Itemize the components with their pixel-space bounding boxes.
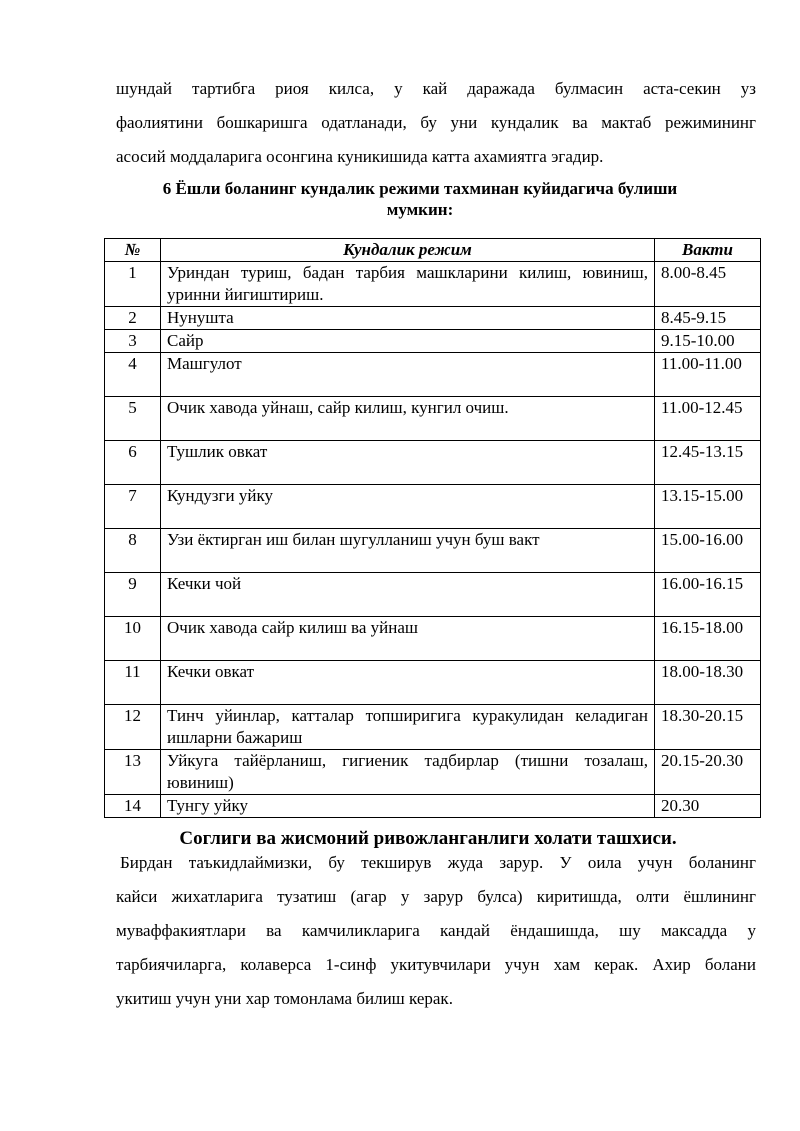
table-header-row xyxy=(105,239,761,262)
header-number: № xyxy=(105,239,161,262)
row-time: 11.00-12.45 xyxy=(655,397,761,441)
closing-line-2: кайси жихатларига тузатиш (агар у зарур булса) киритишда, олти ёшлининг xyxy=(116,887,756,906)
row-time: 16.00-16.15 xyxy=(655,573,761,617)
table-row xyxy=(105,705,761,750)
row-activity: Кечки овкат xyxy=(161,661,655,705)
row-activity: Уриндан туриш, бадан тарбия машкларини килиш, ювиниш, уринни йигиштириш. xyxy=(161,262,655,307)
row-time: 16.15-18.00 xyxy=(655,617,761,661)
table-row xyxy=(105,397,761,441)
row-time: 15.00-16.00 xyxy=(655,529,761,573)
row-number: 1 xyxy=(105,262,161,307)
row-activity: Тушлик овкат xyxy=(161,441,655,485)
row-number: 8 xyxy=(105,529,161,573)
row-activity: Сайр xyxy=(161,330,655,353)
daily-schedule-table xyxy=(104,238,761,818)
header-activity: Кундалик режим xyxy=(161,239,655,262)
row-time: 9.15-10.00 xyxy=(655,330,761,353)
row-number: 13 xyxy=(105,750,161,795)
header-time: Вакти xyxy=(655,239,761,262)
row-number: 14 xyxy=(105,795,161,818)
row-number: 4 xyxy=(105,353,161,397)
row-number: 3 xyxy=(105,330,161,353)
row-number: 6 xyxy=(105,441,161,485)
table-row xyxy=(105,485,761,529)
row-time: 13.15-15.00 xyxy=(655,485,761,529)
row-number: 9 xyxy=(105,573,161,617)
closing-line-4: тарбиячиларга, колаверса 1-синф укитувчилари учун хам керак. Ахир болани xyxy=(116,955,756,974)
row-number: 2 xyxy=(105,307,161,330)
table-row xyxy=(105,307,761,330)
row-time: 20.15-20.30 xyxy=(655,750,761,795)
intro-line-1: шундай тартибга риоя килса, у кай даражада булмасин аста-секин уз xyxy=(116,79,756,98)
row-activity: Очик хавода уйнаш, сайр килиш, кунгил очиш. xyxy=(161,397,655,441)
row-number: 11 xyxy=(105,661,161,705)
table-row xyxy=(105,750,761,795)
table-row xyxy=(105,262,761,307)
row-number: 10 xyxy=(105,617,161,661)
table-row xyxy=(105,573,761,617)
row-number: 7 xyxy=(105,485,161,529)
row-time: 18.30-20.15 xyxy=(655,705,761,750)
row-activity: Машгулот xyxy=(161,353,655,397)
row-time: 8.00-8.45 xyxy=(655,262,761,307)
row-number: 12 xyxy=(105,705,161,750)
closing-line-5: укитиш учун уни хар томонлама билиш керак. xyxy=(116,989,453,1008)
row-activity: Кундузги уйку xyxy=(161,485,655,529)
row-activity: Уйкуга тайёрланиш, гигиеник тадбирлар (тишни тозалаш, ювиниш) xyxy=(161,750,655,795)
row-number: 5 xyxy=(105,397,161,441)
row-activity: Очик хавода сайр килиш ва уйнаш xyxy=(161,617,655,661)
intro-line-3: асосий моддаларига осонгина куникишида катта ахамиятга эгадир. xyxy=(116,147,604,166)
table-row xyxy=(105,529,761,573)
table-row xyxy=(105,441,761,485)
section-heading: Соглиги ва жисмоний ривожланганлиги холати ташхиси. xyxy=(179,828,677,849)
table-row xyxy=(105,661,761,705)
row-activity: Нунушта xyxy=(161,307,655,330)
row-time: 20.30 xyxy=(655,795,761,818)
closing-line-3: муваффакиятлари ва камчиликларига кандай ёндашишда, шу максадда у xyxy=(116,921,756,940)
table-title-line-2: мумкин: xyxy=(386,200,454,219)
row-activity: Тинч уйинлар, катталар топширигига куракулидан келадиган ишларни бажариш xyxy=(161,705,655,750)
row-activity: Узи ёктирган иш билан шугулланиш учун буш вакт xyxy=(161,529,655,573)
table-row xyxy=(105,617,761,661)
row-time: 12.45-13.15 xyxy=(655,441,761,485)
row-time: 8.45-9.15 xyxy=(655,307,761,330)
table-title-line-1: 6 Ёшли боланинг кундалик режими тахминан куйидагича булиши xyxy=(162,179,678,198)
row-time: 11.00-11.00 xyxy=(655,353,761,397)
row-time: 18.00-18.30 xyxy=(655,661,761,705)
row-activity: Кечки чой xyxy=(161,573,655,617)
table-row xyxy=(105,330,761,353)
intro-line-2: фаолиятини бошкаришга одатланади, бу уни кундалик ва мактаб режимининг xyxy=(116,113,756,132)
table-row xyxy=(105,353,761,397)
closing-line-1: Бирдан таъкидлаймизки, бу текширув жуда зарур. У оила учун боланинг xyxy=(120,853,756,872)
row-activity: Тунгу уйку xyxy=(161,795,655,818)
table-row xyxy=(105,795,761,818)
